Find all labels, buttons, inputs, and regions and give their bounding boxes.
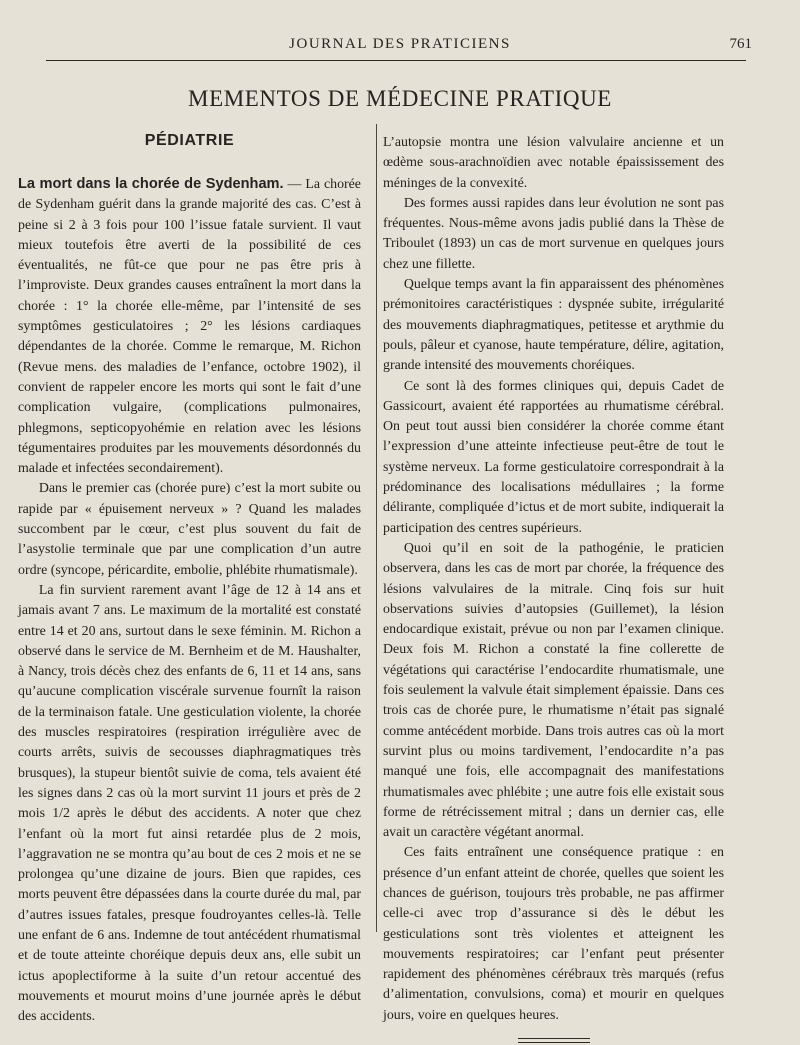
section-title: PÉDIATRIE [144,132,235,149]
paragraph-7: Ce sont là des formes cliniques qui, depuis Cadet de Gassicourt, avaient été rapportées au rhumatisme cérébral. On peut tout aussi bien considérer la chorée comme étant l’expression d’une atteinte infectieuse peut-être de tout le système nerveux. La forme gesticulatoire correspondrait à la prédominance des localisations médullaires ; la forme délirante, compliquée d’ictus et de mort subite, indiquerait la participation des centres supérieurs. [383,378,724,536]
journal-title: JOURNAL DES PRATICIENS [289,36,511,52]
paragraph-9: Ces faits entraînent une conséquence pratique : en présence d’un enfant atteint de chorée, quelles que soient les chances de guérison, toujours très probable, ne pas affirmer celle-ci avec trop d’assurance si dès le début les gesticulations sont très violentes et atteignent les mouvements respiratoires; car l’enfant peut présenter rapidement des phénomènes cérébraux très marqués (refus d’alimentation, convulsions, coma) et mourir en quelques jours, voire en quelques heures. [383,845,724,1023]
page-title: MEMENTOS DE MÉDECINE PRATIQUE [188,86,612,111]
running-head [40,36,760,58]
paragraph-5: Des formes aussi rapides dans leur évolution ne sont pas fréquentes. Nous-même avons jadis publié dans la Thèse de Triboulet (1893) un cas de mort survenue en quelques jours chez une fillette. [383,195,724,272]
column-divider [376,124,377,932]
paragraph-6: Quelque temps avant la fin apparaissent des phénomènes prémonitoires caractéristiques : dyspnée subite, irrégularité des mouvements diaphragmatiques, petitesse et arythmie du pouls, pâleur et cyanose, haute température, délire, agitation, grande intensité des mouvements choréiques. [383,277,724,374]
right-column [383,133,724,1045]
paragraph-1-text: — La chorée de Sydenham guérit dans la grande majorité des cas. C’est à peine si 2 à 3 fois pour 100 l’issue fatale survient. Il vaut mieux toutefois être averti de la possibilité de ces éventualités, ne fût-ce que pour ne pas être pris à l’improviste. Deux grandes causes entraînent la mort dans la chorée : 1° la chorée elle-même, par l’intensité de ses symptômes gesticulatoires ; 2° les lésions cardiaques dépendantes de la chorée. Comme le remarque, M. Richon (Revue mens. des maladies de l’enfance, octobre 1902), il convient de rappeler encore les morts qui sont le fait d’une complication vulgaire, (complications pulmonaires, phlegmons, septicopyohémie en relation avec les lésions tégumentaires produites par les mouvements désordonnés du malade et infectées secondairement). [18,177,361,477]
paragraph-1 [18,174,361,479]
paragraph-3: La fin survient rarement avant l’âge de 12 à 14 ans et jamais avant 7 ans. Le maximum de la mortalité est constaté entre 14 et 20 ans, surtout dans le sexe féminin. M. Richon a observé dans le service de M. Bernheim et de M. Haushalter, à Nancy, trois décès chez des enfants de 6, 11 et 14 ans, sans qu’aucune complication viscérale survenue fournît la raison de la terminaison fatale. Une gesticulation violente, la chorée des muscles respiratoires (respiration irrégulière avec de courts arrêts, suivis de secousses diaphragmatiques très brusques), la stupeur bientôt suivie de coma, tels avaient été les signes dans 2 cas où la mort survint 11 jours et près de 2 mois 1/2 après le début des accidents. A noter que chez l’enfant où la mort fut ainsi retardée plus de 2 mois, l’aggravation ne se montra qu’au bout de ces 2 mois et ne se prolongea qu’une dizaine de jours. Bien que rapides, ces morts peuvent être dépassées dans la courte durée du mal, par d’autres issues fatales, presque foudroyantes celles-là. Telle une enfant de 6 ans. Indemne de tout antécédent rhumatismal et de toute atteinte choréique depuis deux ans, elle subit un ictus apoplectiforme à la suite d’un retour accentué des mouvements et mourut moins d’une journée après le début des accidents. [18,582,361,1025]
header-rule [46,60,746,61]
paragraph-8: Quoi qu’il en soit de la pathogénie, le praticien observera, dans les cas de mort par chorée, la fréquence des lésions valvulaires de la mitrale. Cinq fois sur huit observations suivies d’autopsies (Guillemet), la lésion endocardique existait, prévue ou non par l’examen clinique. Deux fois M. Richon a constaté la fine collerette de végétations qui caractérise l’endocardite rhumatismale, une fois seulement la valvule était simplement épaissie. Dans ces trois cas de chorée pure, le rhumatisme n’était pas signalé comme antécédent morbide. Dans trois autres cas où la mort survint plus ou moins tardivement, l’endocardite n’a pas manqué une fois, elle accompagnait des manifestations rhumatismales avec phlébite ; une autre fois elle existait sous forme de rétrécissement mitral ; dans un dernier cas, elle avait un caractère végétant anormal. [383,540,724,841]
article-heading: La mort dans la chorée de Sydenham. [18,176,284,192]
left-column [18,128,361,1027]
end-rule [518,1038,590,1043]
paragraph-4: L’autopsie montra une lésion valvulaire ancienne et un œdème sous-arachnoïdien avec notable épaississement des méninges de la convexité. [383,135,724,191]
page-number: 761 [729,36,752,52]
paragraph-2: Dans le premier cas (chorée pure) c’est la mort subite ou rapide par « épuisement nerveux » ? Quand les malades succombent par le cœur, c’est plus souvent du fait de l’asystolie terminale que par une complication d’un autre ordre (syncope, péricardite, embolie, phlébite rhumatismale). [18,481,361,578]
